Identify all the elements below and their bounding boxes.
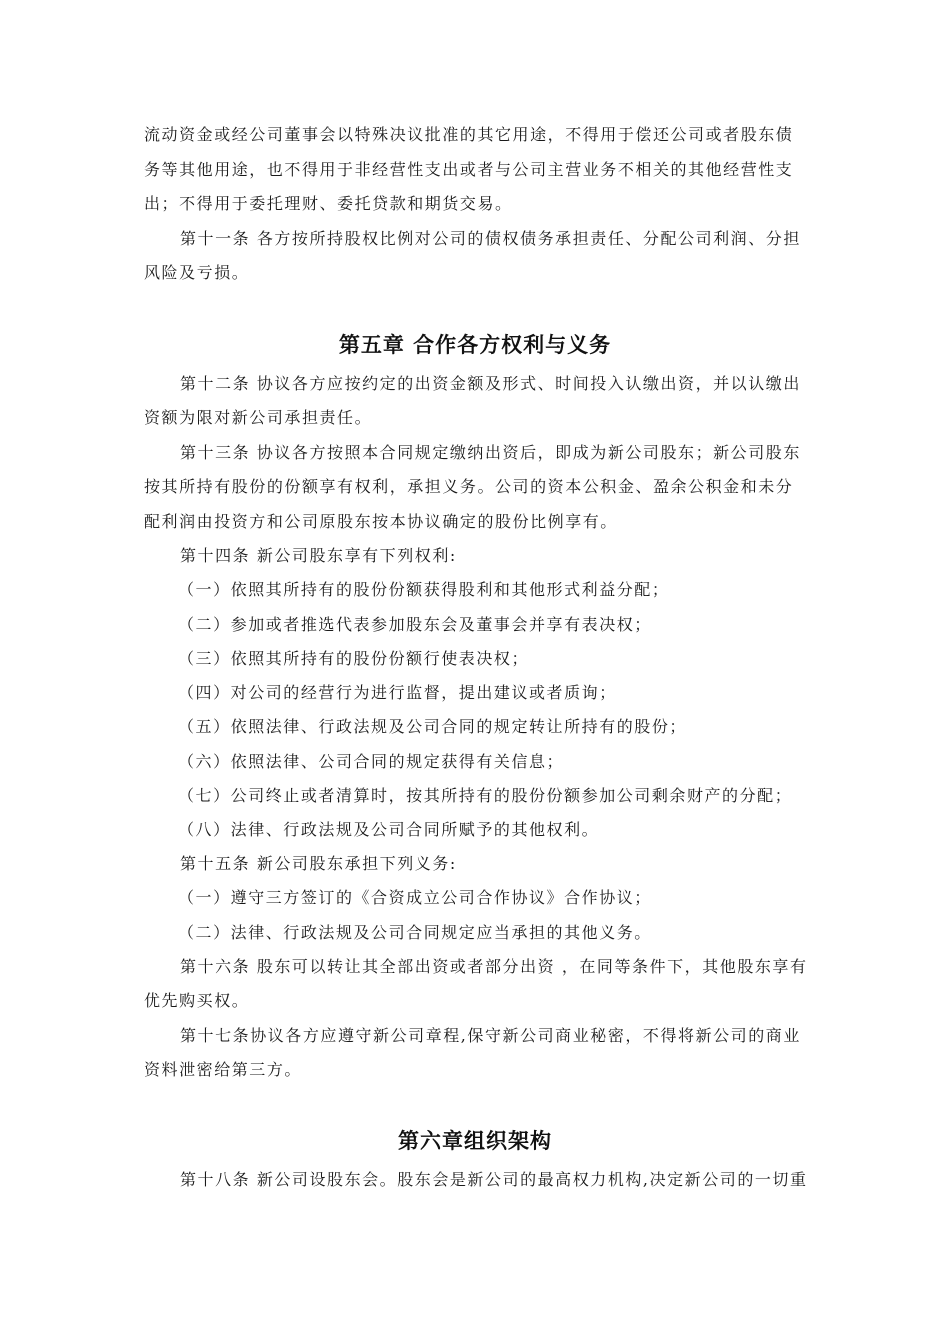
text-line: 优先购买权。 <box>144 991 250 1010</box>
list-item: （四）对公司的经营行为进行监督，提出建议或者质询； <box>178 683 617 702</box>
list-item: （六）依照法律、公司合同的规定获得有关信息； <box>178 752 565 771</box>
text-line: 资额为限对新公司承担责任。 <box>144 408 373 427</box>
list-item: （二）参加或者推选代表参加股东会及董事会并享有表决权； <box>178 615 652 634</box>
list-item: （一）遵守三方签订的《合资成立公司合作协议》合作协议； <box>178 888 652 907</box>
text-line: 第十二条 协议各方应按约定的出资金额及形式、时间投入认缴出资，并以认缴出 <box>180 374 801 393</box>
text-line: 第十八条 新公司设股东会。股东会是新公司的最高权力机构,决定新公司的一切重 <box>180 1170 808 1189</box>
list-item: （二）法律、行政法规及公司合同规定应当承担的其他义务。 <box>178 923 652 942</box>
text-line: 按其所持有股份的份额享有权利，承担义务。公司的资本公积金、盈余公积金和未分 <box>144 477 794 496</box>
list-item: （三）依照其所持有的股份份额行使表决权； <box>178 649 530 668</box>
text-line: 第十五条 新公司股东承担下列义务: <box>180 854 457 873</box>
text-line: 第十一条 各方按所持股权比例对公司的债权债务承担责任、分配公司利润、分担 <box>180 229 801 248</box>
chapter-heading: 第五章 合作各方权利与义务 <box>338 333 612 357</box>
chapter-heading: 第六章组织架构 <box>398 1129 552 1153</box>
list-item: （一）依照其所持有的股份份额获得股利和其他形式利益分配； <box>178 580 670 599</box>
list-item: （五）依照法律、行政法规及公司合同的规定转让所持有的股份； <box>178 717 687 736</box>
text-line: 资料泄密给第三方。 <box>144 1060 302 1079</box>
list-item: （七）公司终止或者清算时，按其所持有的股份份额参加公司剩余财产的分配； <box>178 786 793 805</box>
text-line: 出；不得用于委托理财、委托贷款和期货交易。 <box>144 194 513 213</box>
list-item: （八）法律、行政法规及公司合同所赋予的其他权利。 <box>178 820 600 839</box>
text-line: 风险及亏损。 <box>144 263 250 282</box>
text-line: 流动资金或经公司董事会以特殊决议批准的其它用途，不得用于偿还公司或者股东债 <box>144 125 794 144</box>
text-line: 第十六条 股东可以转让其全部出资或者部分出资 ，在同等条件下，其他股东享有 <box>180 957 808 976</box>
text-line: 配利润由投资方和公司原股东按本协议确定的股份比例享有。 <box>144 512 618 531</box>
text-line: 第十四条 新公司股东享有下列权利: <box>180 546 457 565</box>
text-line: 务等其他用途，也不得用于非经营性支出或者与公司主营业务不相关的其他经营性支 <box>144 160 794 179</box>
text-line: 第十三条 协议各方按照本合同规定缴纳出资后，即成为新公司股东；新公司股东 <box>180 443 801 462</box>
text-line: 第十七条协议各方应遵守新公司章程,保守新公司商业秘密，不得将新公司的商业 <box>180 1026 801 1045</box>
